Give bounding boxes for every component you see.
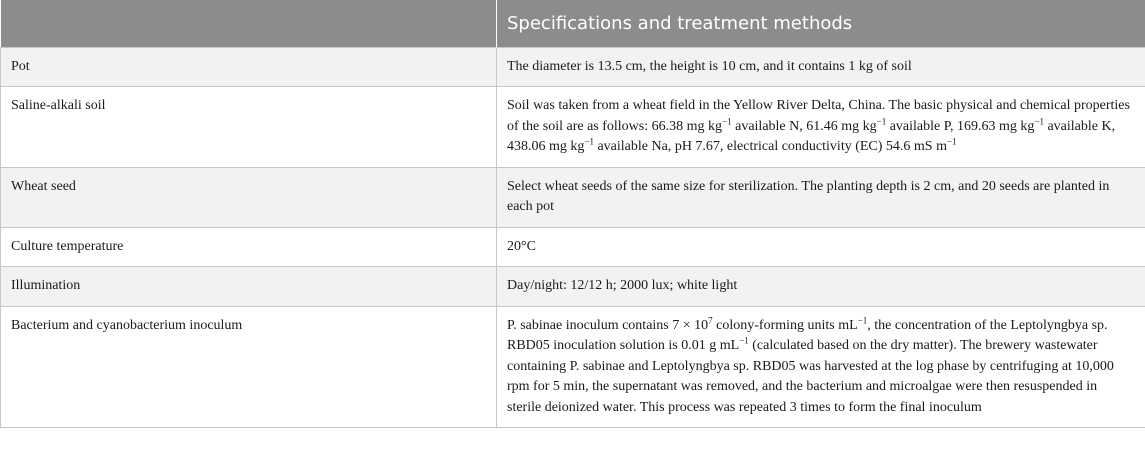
row-value: Select wheat seeds of the same size for sterilization. The planting depth is 2 cm, and 20 seeds are planted in each pot bbox=[497, 167, 1145, 227]
row-label: Culture temperature bbox=[1, 227, 497, 267]
row-label: Saline-alkali soil bbox=[1, 87, 497, 168]
row-label: Bacterium and cyanobacterium inoculum bbox=[1, 306, 497, 428]
row-value: Soil was taken from a wheat field in the Yellow River Delta, China. The basic physical and chemical properties of the soil are as follows: 66.38 mg $kg^{-1}$ available N, 61.46 mg $kg^{-1}$ available P, 169.63 mg $kg^{-1}$ available K, 438.06 mg $kg^{-1}$ available Na, pH 7.67, electrical conductivity (EC) 54.6 mS $m^{-1}$ bbox=[497, 87, 1145, 168]
row-label: Illumination bbox=[1, 267, 497, 307]
header-cell-empty bbox=[1, 0, 497, 47]
row-value: 20°C bbox=[497, 227, 1145, 267]
row-label: Pot bbox=[1, 47, 497, 87]
row-value: Day/night: 12/12 h; 2000 lux; white light bbox=[497, 267, 1145, 307]
header-row bbox=[1, 0, 1145, 47]
table-row bbox=[1, 47, 1145, 87]
table-row bbox=[1, 306, 1145, 428]
row-value: The diameter is 13.5 cm, the height is 10 cm, and it contains 1 kg of soil bbox=[497, 47, 1145, 87]
row-value: P. sabinae inoculum contains $7 \times 10^7$ colony-forming units $mL^{-1}$, the concentration of the Leptolyngbya sp. RBD05 inoculation solution is 0.01 g $mL^{-1}$ (calculated based on the dry matter). The brewery wastewater containing P. sabinae and Leptolyngbya sp. RBD05 was harvested at the log phase by centrifuging at 10,000 rpm for 5 min, the supernatant was removed, and the bacterium and microalgae were then resuspended in sterile deionized water. This process was repeated 3 times to form the final inoculum bbox=[497, 306, 1145, 428]
table-row bbox=[1, 227, 1145, 267]
table-row bbox=[1, 267, 1145, 307]
table-row bbox=[1, 87, 1145, 168]
table-row bbox=[1, 167, 1145, 227]
row-label: Wheat seed bbox=[1, 167, 497, 227]
header-cell-specifications: Specifications and treatment methods bbox=[497, 0, 1145, 47]
